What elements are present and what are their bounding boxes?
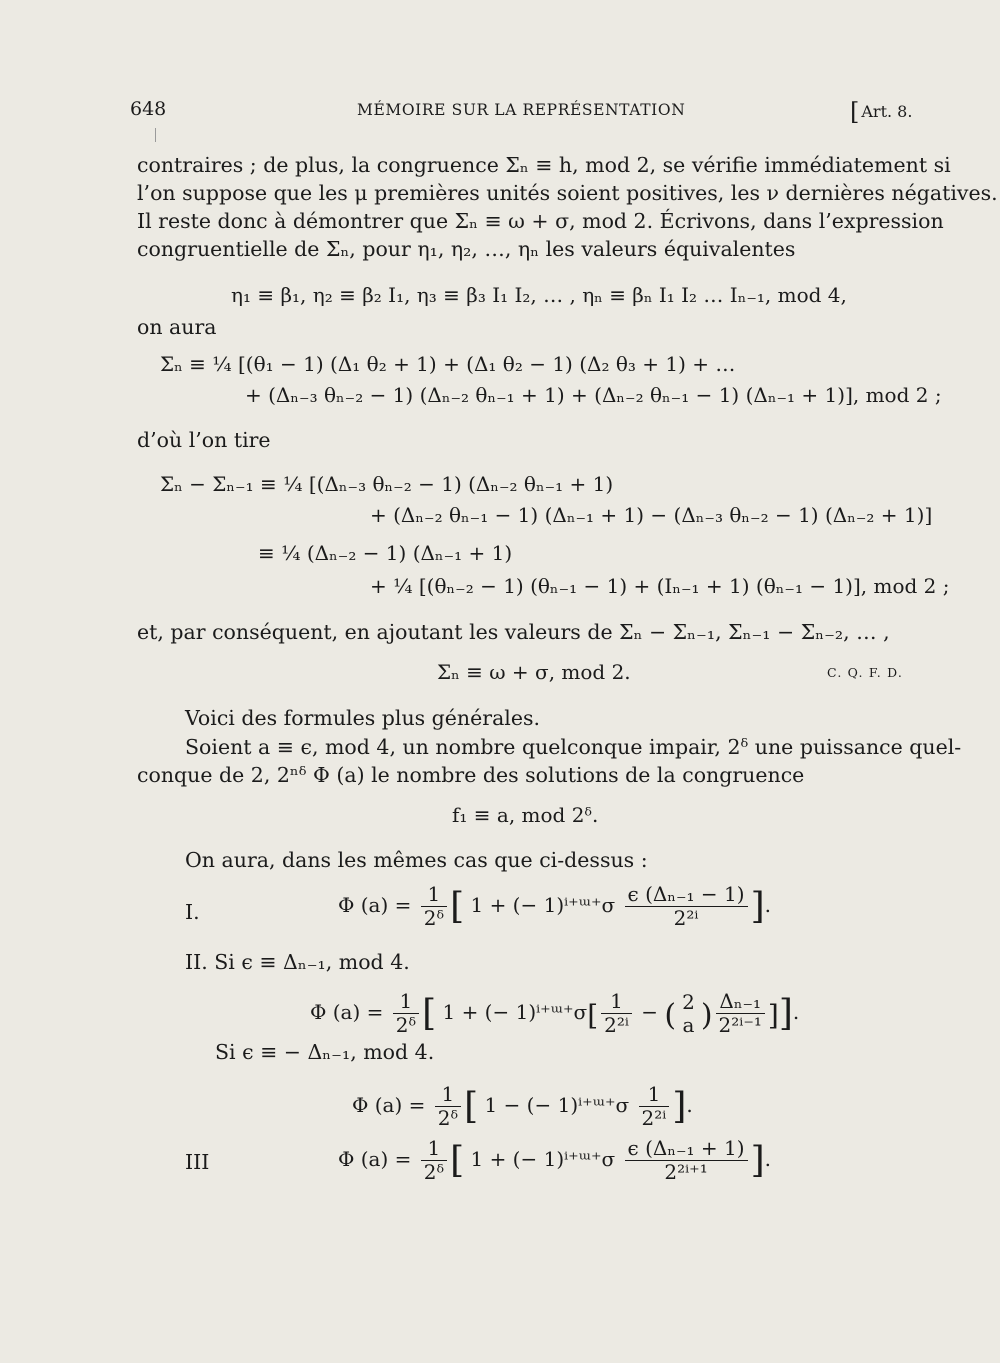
case-ii-label: II. Si ϵ ≡ Δₙ₋₁, mod 4.	[185, 950, 410, 974]
soient-line2: conque de 2, 2ⁿᵟ Φ (a) le nombre des solutions de la congruence	[137, 763, 805, 787]
case-ii-b-lhs: Φ (a) =	[352, 1093, 426, 1117]
case-ii-body: 1 + (− 1)ⁱ⁺ᵚ⁺σ	[442, 1000, 588, 1024]
case-ii-b-body: 1 − (− 1)ⁱ⁺ᵚ⁺σ	[484, 1093, 630, 1117]
para1-line3: Il reste donc à démontrer que Σₙ ≡ ω + σ, mod 2. Écrivons, dans l’expression	[137, 209, 944, 233]
et-par-consequent: et, par conséquent, en ajoutant les valeurs de Σₙ − Σₙ₋₁, Σₙ₋₁ − Σₙ₋₂, … ,	[137, 620, 890, 644]
equation-sigma-line1: Σₙ ≡ ¼ [(θ₁ − 1) (Δ₁ θ₂ + 1) + (Δ₁ θ₂ − 1) (Δ₂ θ₃ + 1) + …	[160, 352, 736, 376]
case-ii-b-formula: Φ (a) = $\frac{1}{\text{2ᵟ}}$ [ 1 − (− 1)ⁱ⁺ᵚ⁺σ $\frac{1}{\text{2²ⁱ}}$ ].	[352, 1082, 693, 1130]
case-ii-formula: Φ (a) = $\frac{1}{\text{2ᵟ}}$ [ 1 + (− 1)ⁱ⁺ᵚ⁺σ[ $\frac{1}{\text{2²ⁱ}}$ − ( 2 a ) $\frac{\text{Δₙ₋₁}}{\text{2²ⁱ⁻¹}}$ ]].	[310, 989, 800, 1037]
para1-line4: congruentielle de Σₙ, pour η₁, η₂, …, ηₙ les valeurs équivalentes	[137, 237, 796, 261]
close-bracket-glyph: ]	[672, 1086, 687, 1127]
case-ii-legendre: 2 a	[682, 989, 695, 1037]
case-iii-body: 1 + (− 1)ⁱ⁺ᵚ⁺σ	[470, 1147, 616, 1171]
close-paren-glyph: )	[700, 998, 713, 1033]
page-number: 648	[130, 98, 167, 120]
close-bracket-glyph: ]	[750, 886, 765, 927]
case-ii-b-fraction: $\frac{1}{\text{2²ⁱ}}$	[639, 1083, 670, 1130]
case-i-body: 1 + (− 1)ⁱ⁺ᵚ⁺σ	[470, 893, 616, 917]
equation-diff-line2: + (Δₙ₋₂ θₙ₋₁ − 1) (Δₙ₋₁ + 1) − (Δₙ₋₃ θₙ₋₂ − 1) (Δₙ₋₂ + 1)]	[370, 503, 933, 527]
case-ii-lhs: Φ (a) =	[310, 1000, 384, 1024]
case-i-lhs: Φ (a) =	[338, 893, 412, 917]
case-ii-minus: −	[641, 1000, 659, 1024]
case-ii-frac1: $\frac{1}{\text{2²ⁱ}}$	[601, 990, 632, 1037]
equation-final: Σₙ ≡ ω + σ, mod 2.	[437, 660, 631, 684]
soient-line1: Soient a ≡ ϵ, mod 4, un nombre quelconque impair, 2ᵟ une puissance quel-	[185, 735, 962, 759]
open-bracket-glyph: [	[450, 886, 465, 927]
cqfd-mark: C. Q. F. D.	[827, 665, 904, 680]
running-title: MÉMOIRE SUR LA REPRÉSENTATION	[357, 101, 686, 119]
open-bracket-glyph: [	[450, 1140, 465, 1181]
close-bracket-glyph: ]	[750, 1140, 765, 1181]
case-iii-fraction: $\frac{\text{ϵ (Δₙ₋₁ + 1)}}{\text{2²ⁱ⁺¹}}$	[625, 1137, 748, 1184]
case-iii-lhs: Φ (a) =	[338, 1147, 412, 1171]
voici-text: Voici des formules plus générales.	[185, 706, 541, 730]
case-ii-frac2: $\frac{\text{Δₙ₋₁}}{\text{2²ⁱ⁻¹}}$	[716, 990, 765, 1037]
dou-text: d’où l’on tire	[137, 428, 271, 452]
para1-line2: l’on suppose que les μ premières unités soient positives, les ν dernières négatives.	[137, 181, 998, 205]
para1-line1: contraires ; de plus, la congruence Σₙ ≡ h, mod 2, se vérifie immédiatement si	[137, 153, 951, 177]
article-marker	[850, 98, 912, 126]
margin-mark	[155, 128, 156, 142]
on-aura-cases: On aura, dans les mêmes cas que ci-dessus :	[185, 848, 648, 872]
equation-f: f₁ ≡ a, mod 2ᵟ.	[452, 803, 599, 827]
on-aura: on aura	[137, 315, 217, 339]
case-i-label: I.	[185, 900, 200, 924]
article-label: Art. 8.	[861, 102, 913, 121]
case-i-prefactor: $\frac{1}{\text{2ᵟ}}$	[421, 883, 447, 930]
equation-diff-line3: ≡ ¼ (Δₙ₋₂ − 1) (Δₙ₋₁ + 1)	[258, 541, 513, 565]
case-i-formula: Φ (a) = $\frac{1}{\text{2ᵟ}}$ [ 1 + (− 1)ⁱ⁺ᵚ⁺σ $\frac{\text{ϵ (Δₙ₋₁ − 1)}}{\text{2²ⁱ}}$ ].	[338, 882, 771, 930]
case-iii-label: III	[185, 1150, 210, 1174]
equation-eta: η₁ ≡ β₁, η₂ ≡ β₂ I₁, η₃ ≡ β₃ I₁ I₂, … , ηₙ ≡ βₙ I₁ I₂ … Iₙ₋₁, mod 4,	[231, 283, 847, 307]
case-ii-prefactor: $\frac{1}{\text{2ᵟ}}$	[393, 990, 419, 1037]
case-ii-b-prefactor: $\frac{1}{\text{2ᵟ}}$	[435, 1083, 461, 1130]
close-bracket-glyph: ]	[778, 993, 793, 1034]
open-bracket-glyph: [	[587, 999, 599, 1032]
open-bracket-glyph: [	[422, 993, 437, 1034]
equation-diff-line1: Σₙ − Σₙ₋₁ ≡ ¼ [(Δₙ₋₃ θₙ₋₂ − 1) (Δₙ₋₂ θₙ₋₁ + 1)	[160, 472, 614, 496]
case-iii-prefactor: $\frac{1}{\text{2ᵟ}}$	[421, 1137, 447, 1184]
equation-sigma-line2: + (Δₙ₋₃ θₙ₋₂ − 1) (Δₙ₋₂ θₙ₋₁ + 1) + (Δₙ₋₂ θₙ₋₁ − 1) (Δₙ₋₁ + 1)], mod 2 ;	[245, 383, 942, 407]
open-bracket-glyph: [	[464, 1086, 479, 1127]
case-ii-b-label: Si ϵ ≡ − Δₙ₋₁, mod 4.	[215, 1040, 435, 1064]
case-i-fraction: $\frac{\text{ϵ (Δₙ₋₁ − 1)}}{\text{2²ⁱ}}$	[625, 883, 748, 930]
open-paren-glyph: (	[664, 998, 677, 1033]
close-bracket-glyph: ]	[767, 999, 779, 1032]
equation-diff-line4: + ¼ [(θₙ₋₂ − 1) (θₙ₋₁ − 1) + (Iₙ₋₁ + 1) (θₙ₋₁ − 1)], mod 2 ;	[370, 574, 950, 598]
bracket-glyph: [	[850, 98, 860, 126]
case-iii-formula: Φ (a) = $\frac{1}{\text{2ᵟ}}$ [ 1 + (− 1)ⁱ⁺ᵚ⁺σ $\frac{\text{ϵ (Δₙ₋₁ + 1)}}{\text{2²ⁱ⁺¹}}$ ].	[338, 1136, 771, 1184]
